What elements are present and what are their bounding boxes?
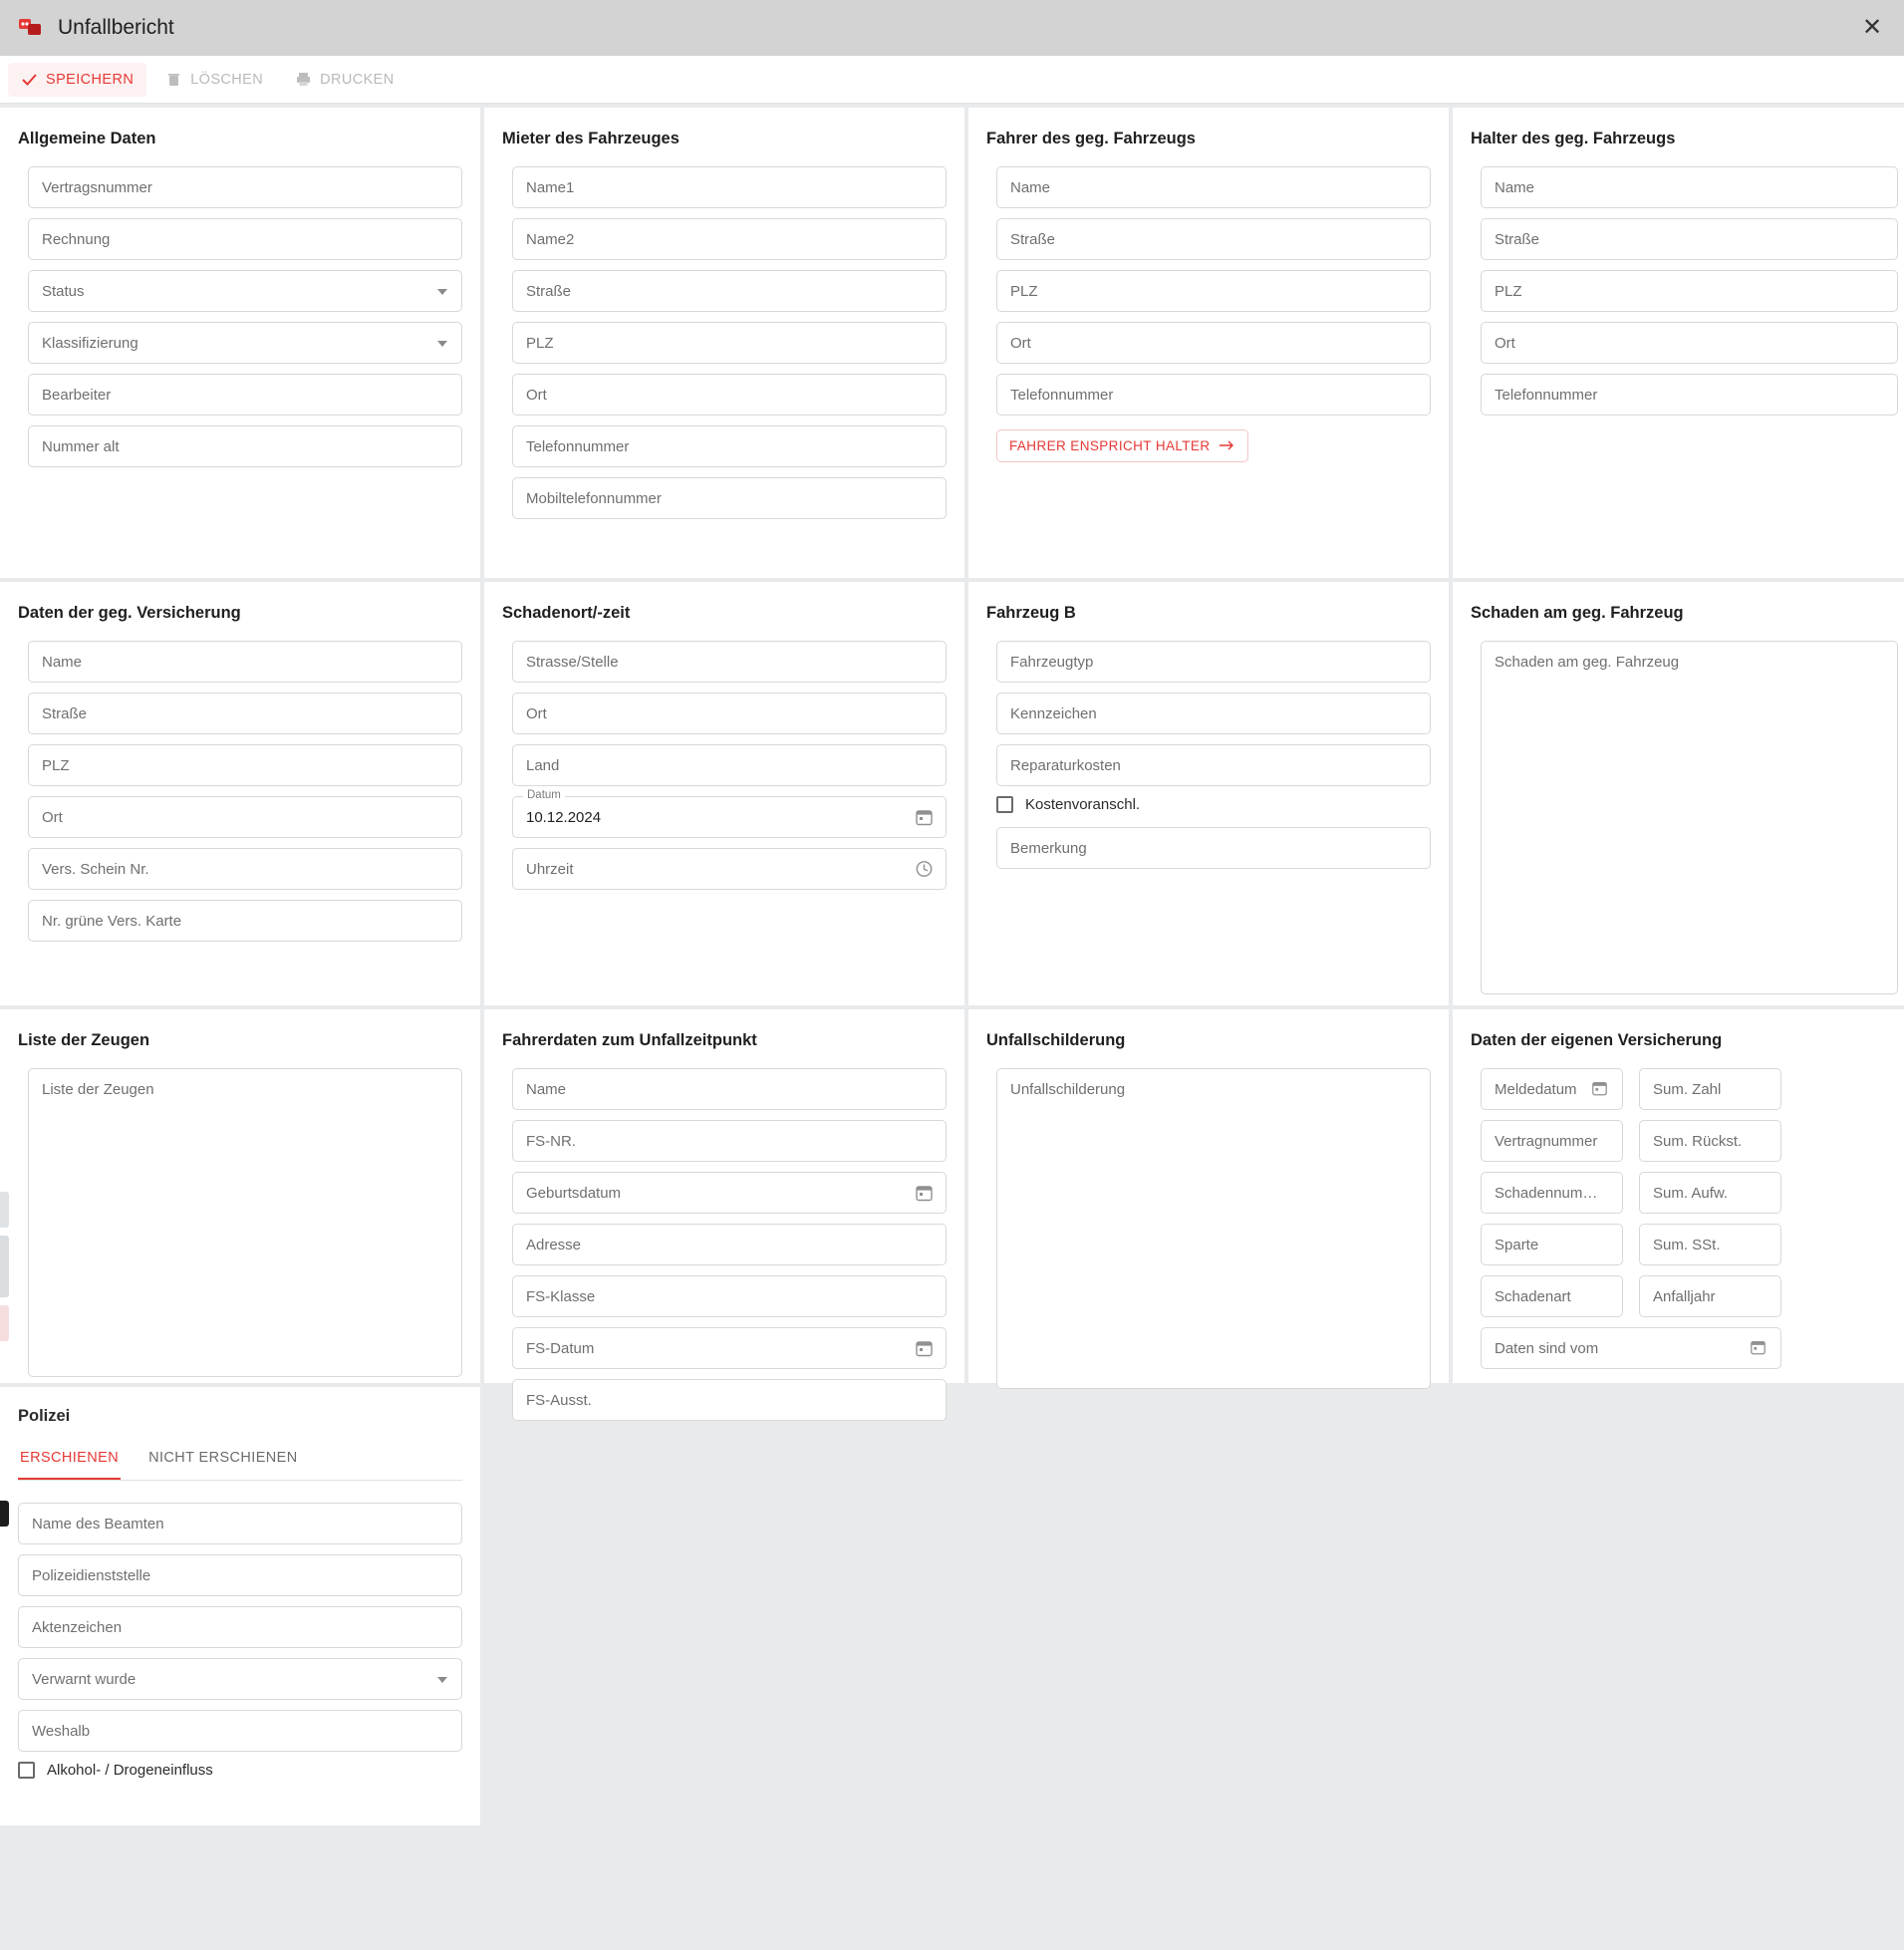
field-halter-telefon[interactable]: Telefonnummer — [1481, 374, 1898, 416]
field-schadenort-strasse[interactable]: Strasse/Stelle — [512, 641, 947, 683]
field-klassifizierung[interactable]: Klassifizierung — [28, 322, 462, 364]
datum-value: 10.12.2024 — [526, 808, 602, 826]
close-icon[interactable]: ✕ — [1861, 14, 1883, 41]
field-vertragsnummer[interactable]: Vertragsnummer — [28, 166, 462, 208]
card-title: Mieter des Fahrzeuges — [502, 130, 680, 147]
datum-label: Datum — [523, 789, 565, 801]
field-schadennummer[interactable]: Schadennum… — [1481, 1172, 1623, 1214]
trash-icon — [165, 71, 182, 88]
field-kennzeichen[interactable]: Kennzeichen — [996, 693, 1431, 734]
card-fahrer-geg — [968, 108, 1449, 578]
checkbox-label: Alkohol- / Drogeneinfluss — [47, 1762, 213, 1779]
card-title: Fahrzeug B — [986, 604, 1076, 622]
card-eigene-versicherung — [1453, 1009, 1904, 1383]
clock-icon[interactable] — [915, 860, 934, 879]
field-halter-name[interactable]: Name — [1481, 166, 1898, 208]
field-polizeidienststelle[interactable]: Polizeidienststelle — [18, 1554, 462, 1596]
check-icon — [21, 71, 38, 88]
field-fd-geburtsdatum[interactable]: Geburtsdatum — [512, 1172, 947, 1214]
field-gv-strasse[interactable]: Straße — [28, 693, 462, 734]
field-halter-plz[interactable]: PLZ — [1481, 270, 1898, 312]
field-gv-ort[interactable]: Ort — [28, 796, 462, 838]
field-bearbeiter[interactable]: Bearbeiter — [28, 374, 462, 416]
field-mieter-name1[interactable]: Name1 — [512, 166, 947, 208]
card-schadenort — [484, 582, 964, 1005]
card-allgemeine-daten — [0, 108, 480, 578]
field-fd-fs-ausst[interactable]: FS-Ausst. — [512, 1379, 947, 1421]
calendar-icon[interactable] — [1750, 1339, 1768, 1358]
card-title: Allgemeine Daten — [18, 130, 156, 147]
edge-marker — [0, 1501, 9, 1527]
edge-marker — [0, 1236, 9, 1297]
field-gv-schein-nr[interactable]: Vers. Schein Nr. — [28, 848, 462, 890]
edge-marker — [0, 1305, 9, 1341]
card-polizei — [0, 1387, 480, 1825]
polizei-tabs — [18, 1440, 462, 1481]
field-rechnung[interactable]: Rechnung — [28, 218, 462, 260]
field-schadenort-datum[interactable] — [512, 789, 947, 838]
field-mieter-strasse[interactable]: Straße — [512, 270, 947, 312]
delete-button[interactable] — [152, 63, 276, 97]
field-fahrer-ort[interactable]: Ort — [996, 322, 1431, 364]
field-schadenart[interactable]: Schadenart — [1481, 1275, 1623, 1317]
card-title: Unfallschilderung — [986, 1031, 1126, 1049]
field-fahrer-name[interactable]: Name — [996, 166, 1431, 208]
save-button[interactable] — [8, 63, 146, 97]
card-fahrzeug-b — [968, 582, 1449, 1005]
card-schaden-geg-fahrzeug — [1453, 582, 1904, 1005]
card-title: Daten der geg. Versicherung — [18, 604, 241, 622]
accident-report-icon — [18, 16, 44, 40]
checkbox-icon — [18, 1762, 35, 1779]
card-title: Halter des geg. Fahrzeugs — [1471, 130, 1676, 147]
window-titlebar — [0, 0, 1904, 56]
card-title: Daten der eigenen Versicherung — [1471, 1031, 1723, 1049]
card-title: Schadenort/-zeit — [502, 604, 631, 622]
delete-label: LÖSCHEN — [190, 71, 264, 88]
field-fahrer-telefon[interactable]: Telefonnummer — [996, 374, 1431, 416]
card-halter-geg — [1453, 108, 1904, 578]
card-geg-versicherung — [0, 582, 480, 1005]
field-weshalb[interactable]: Weshalb — [18, 1710, 462, 1752]
checkbox-label: Kostenvoranschl. — [1025, 796, 1141, 813]
field-gv-plz[interactable]: PLZ — [28, 744, 462, 786]
printer-icon — [295, 71, 312, 88]
field-schadenort-uhrzeit[interactable]: Uhrzeit — [512, 848, 947, 890]
checkbox-icon — [996, 796, 1013, 813]
field-mieter-name2[interactable]: Name2 — [512, 218, 947, 260]
field-name-des-beamten[interactable]: Name des Beamten — [18, 1503, 462, 1544]
calendar-icon[interactable] — [915, 1184, 934, 1203]
card-mieter — [484, 108, 964, 578]
field-halter-ort[interactable]: Ort — [1481, 322, 1898, 364]
field-fd-fs-klasse[interactable]: FS-Klasse — [512, 1275, 947, 1317]
field-meldedatum[interactable]: Meldedatum — [1481, 1068, 1623, 1110]
field-schadenort-land[interactable]: Land — [512, 744, 947, 786]
window-title: Unfallbericht — [58, 16, 174, 39]
field-fahrer-plz[interactable]: PLZ — [996, 270, 1431, 312]
print-label: DRUCKEN — [320, 71, 395, 88]
card-title: Liste der Zeugen — [18, 1031, 150, 1049]
field-fd-fs-nr[interactable]: FS-NR. — [512, 1120, 947, 1162]
field-daten-sind-vom[interactable]: Daten sind vom — [1481, 1327, 1781, 1369]
calendar-icon[interactable] — [915, 1339, 934, 1358]
field-fd-adresse[interactable]: Adresse — [512, 1224, 947, 1265]
fahrer-entspricht-halter-button[interactable]: FAHRER ENSPRICHT HALTER — [996, 429, 1248, 462]
checkbox-alkohol-drogen[interactable] — [18, 1762, 462, 1779]
card-fahrerdaten — [484, 1009, 964, 1409]
card-title: Fahrer des geg. Fahrzeugs — [986, 130, 1196, 147]
toolbar — [0, 56, 1904, 104]
card-unfallschilderung — [968, 1009, 1449, 1383]
calendar-icon[interactable] — [915, 808, 934, 827]
field-sparte[interactable]: Sparte — [1481, 1224, 1623, 1265]
print-button[interactable] — [282, 63, 408, 97]
field-halter-strasse[interactable]: Straße — [1481, 218, 1898, 260]
field-bemerkung[interactable]: Bemerkung — [996, 827, 1431, 869]
field-fahrer-strasse[interactable]: Straße — [996, 218, 1431, 260]
textarea-unfallschilderung[interactable]: Unfallschilderung — [996, 1068, 1431, 1389]
field-aktenzeichen[interactable]: Aktenzeichen — [18, 1606, 462, 1648]
arrow-right-icon — [1220, 438, 1235, 453]
tab-nicht-erschienen[interactable]: NICHT ERSCHIENEN — [148, 1450, 298, 1466]
field-sum-rueckst[interactable]: Sum. Rückst. — [1639, 1120, 1781, 1162]
card-title: Fahrerdaten zum Unfallzeitpunkt — [502, 1031, 757, 1049]
field-schadenort-ort[interactable]: Ort — [512, 693, 947, 734]
card-zeugen — [0, 1009, 480, 1383]
textarea-schaden-geg-fahrzeug[interactable]: Schaden am geg. Fahrzeug — [1481, 641, 1898, 994]
field-anfalljahr[interactable]: Anfalljahr — [1639, 1275, 1781, 1317]
field-fd-fs-datum[interactable]: FS-Datum — [512, 1327, 947, 1369]
field-sum-aufw[interactable]: Sum. Aufw. — [1639, 1172, 1781, 1214]
field-sum-zahl[interactable]: Sum. Zahl — [1639, 1068, 1781, 1110]
calendar-icon[interactable] — [1591, 1080, 1610, 1099]
field-nummer-alt[interactable]: Nummer alt — [28, 425, 462, 467]
tab-erschienen[interactable]: ERSCHIENEN — [18, 1440, 121, 1480]
card-title: Polizei — [18, 1407, 71, 1425]
edge-marker — [0, 1192, 9, 1228]
field-reparaturkosten[interactable]: Reparaturkosten — [996, 744, 1431, 786]
field-vertragnummer[interactable]: Vertragnummer — [1481, 1120, 1623, 1162]
field-mieter-plz[interactable]: PLZ — [512, 322, 947, 364]
field-status[interactable]: Status — [28, 270, 462, 312]
field-fahrzeugtyp[interactable]: Fahrzeugtyp — [996, 641, 1431, 683]
field-verwarnt-wurde[interactable]: Verwarnt wurde — [18, 1658, 462, 1700]
field-gv-gruene-karte[interactable]: Nr. grüne Vers. Karte — [28, 900, 462, 942]
field-mieter-mobil[interactable]: Mobiltelefonnummer — [512, 477, 947, 519]
card-title: Schaden am geg. Fahrzeug — [1471, 604, 1684, 622]
save-label: SPEICHERN — [46, 71, 135, 88]
field-fd-name[interactable]: Name — [512, 1068, 947, 1110]
field-mieter-ort[interactable]: Ort — [512, 374, 947, 416]
field-gv-name[interactable]: Name — [28, 641, 462, 683]
field-sum-sst[interactable]: Sum. SSt. — [1639, 1224, 1781, 1265]
field-mieter-telefon[interactable]: Telefonnummer — [512, 425, 947, 467]
textarea-zeugen[interactable]: Liste der Zeugen — [28, 1068, 462, 1377]
checkbox-kostenvoranschlag[interactable] — [996, 796, 1431, 813]
